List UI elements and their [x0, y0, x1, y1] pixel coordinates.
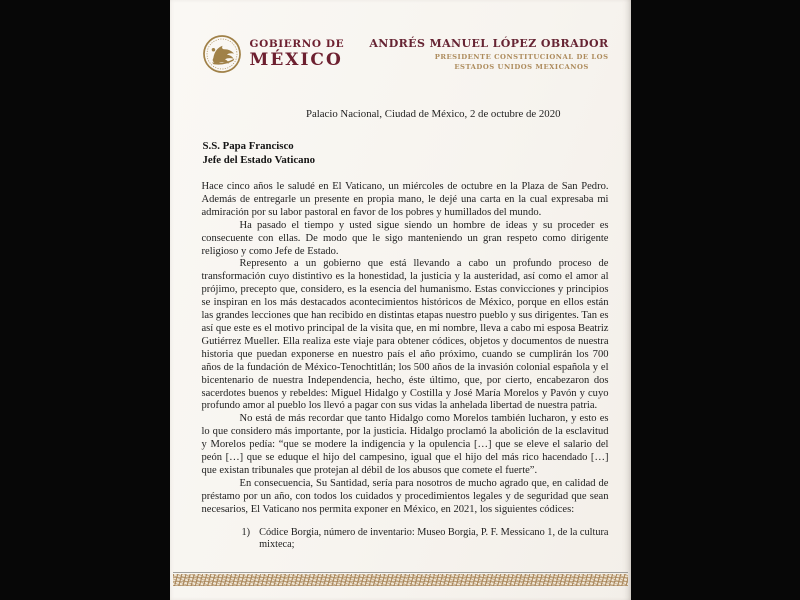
president-title-line2: ESTADOS UNIDOS MEXICANOS: [454, 63, 589, 72]
logo-text-top: GOBIERNO DE: [249, 38, 345, 51]
codex-item-number: 1): [241, 526, 251, 538]
gobierno-de-mexico-logo: [202, 34, 345, 74]
scanned-letter-page: [170, 0, 631, 600]
logo-text-bottom: MÉXICO: [249, 49, 343, 70]
paragraph-1: Hace cinco años le saludé en El Vaticano, un miércoles de octubre en la Plaza de San Pedro. Además de entregarle un presente en propia mano, le dejé una carta en la cual expresaba mi admiración por su labor pastoral en favor de los pobres y humillados del mundo.: [201, 181, 609, 218]
paragraph-2: Ha pasado el tiempo y usted sigue siendo un hombre de ideas y su proceder es consecuente con ellas. De modo que le sigo manteniendo un gran respeto como dirigente religioso y como Jefe de Estado.: [201, 219, 609, 257]
aztec-greca-pattern-band: [173, 574, 628, 586]
president-letterhead-block: [365, 38, 609, 72]
president-title-line1: PRESIDENTE CONSTITUCIONAL DE LOS: [434, 53, 609, 61]
letterhead: [202, 34, 609, 74]
president-name: ANDRÉS MANUEL LÓPEZ OBRADOR: [369, 37, 609, 50]
codex-list-item: [202, 527, 609, 553]
recipient-title: Jefe del Estado Vaticano: [202, 153, 315, 166]
letter-body: [202, 181, 609, 552]
president-title: [365, 52, 609, 72]
dateline: Palacio Nacional, Ciudad de México, 2 de octubre de 2020: [305, 108, 561, 120]
page-footer: [173, 572, 628, 586]
mexican-eagle-seal-icon: [198, 31, 244, 77]
logo-wordmark: [250, 39, 345, 69]
recipient-name: S.S. Papa Francisco: [202, 140, 294, 152]
footer-rule: [173, 572, 628, 573]
paragraph-4: No está de más recordar que tanto Hidalgo como Morelos también lucharon, y esto es lo que considero más importante, por la justicia. Hidalgo proclamó la abolición de la esclavitud y Morelos pedía: “que se modere la indigencia y la opulencia […] que se eleve el salario del peón […] que se eduque el hijo del campesino, igual que el hijo del más rico hacendado […] que existan tribunales que protejan al débil de los abusos que comete el fuerte”.: [201, 413, 609, 476]
paragraph-5: En consecuencia, Su Santidad, sería para nosotros de mucho agrado que, en calidad de préstamo por un año, con todos los cuidados y procedimientos legales y de seguridad que sean necesarios, El Vaticano nos permita exponer en México, en 2021, los siguientes códices:: [201, 477, 609, 515]
recipient-block: [203, 140, 315, 168]
codex-item-text: Códice Borgia, número de inventario: Museo Borgia, P. F. Messicano 1, de la cultura mixteca;: [259, 526, 609, 551]
paragraph-3: Represento a un gobierno que está llevando a cabo un profundo proceso de transformación cuyo distintivo es la honestidad, la justicia y la austeridad, así como el amor al prójimo, precepto que, considero, es la esencia del humanismo. Estas convicciones y principios se inspiran en los más destacados acontecimientos históricos de México, porque en ellos están las grandes lecciones que han recibido en distintas etapas nuestro pueblo y sus dirigentes. Tan es así que este es el motivo principal de la visita que, en mi nombre, lleva a cabo mi esposa Beatriz Gutiérrez Mueller. Ella realiza este viaje para obtener códices, objetos y documentos de nuestra historia que puedan exponerse en nuestro país el año próximo, cuando se cumplirán los 700 años de la fundación de México-Tenochtitlán; los 500 años de la invasión colonial española y el bicentenario de nuestra Independencia, hecho, éste último, que, por cierto, encabezaron dos sacerdotes buenos y rebeldes: Miguel Hidalgo y Costilla y José María Morelos y Pavón y cuyo profundo amor al pueblo los llevó a pagar con sus vidas la anhelada libertad de nuestra patria.: [201, 258, 609, 412]
